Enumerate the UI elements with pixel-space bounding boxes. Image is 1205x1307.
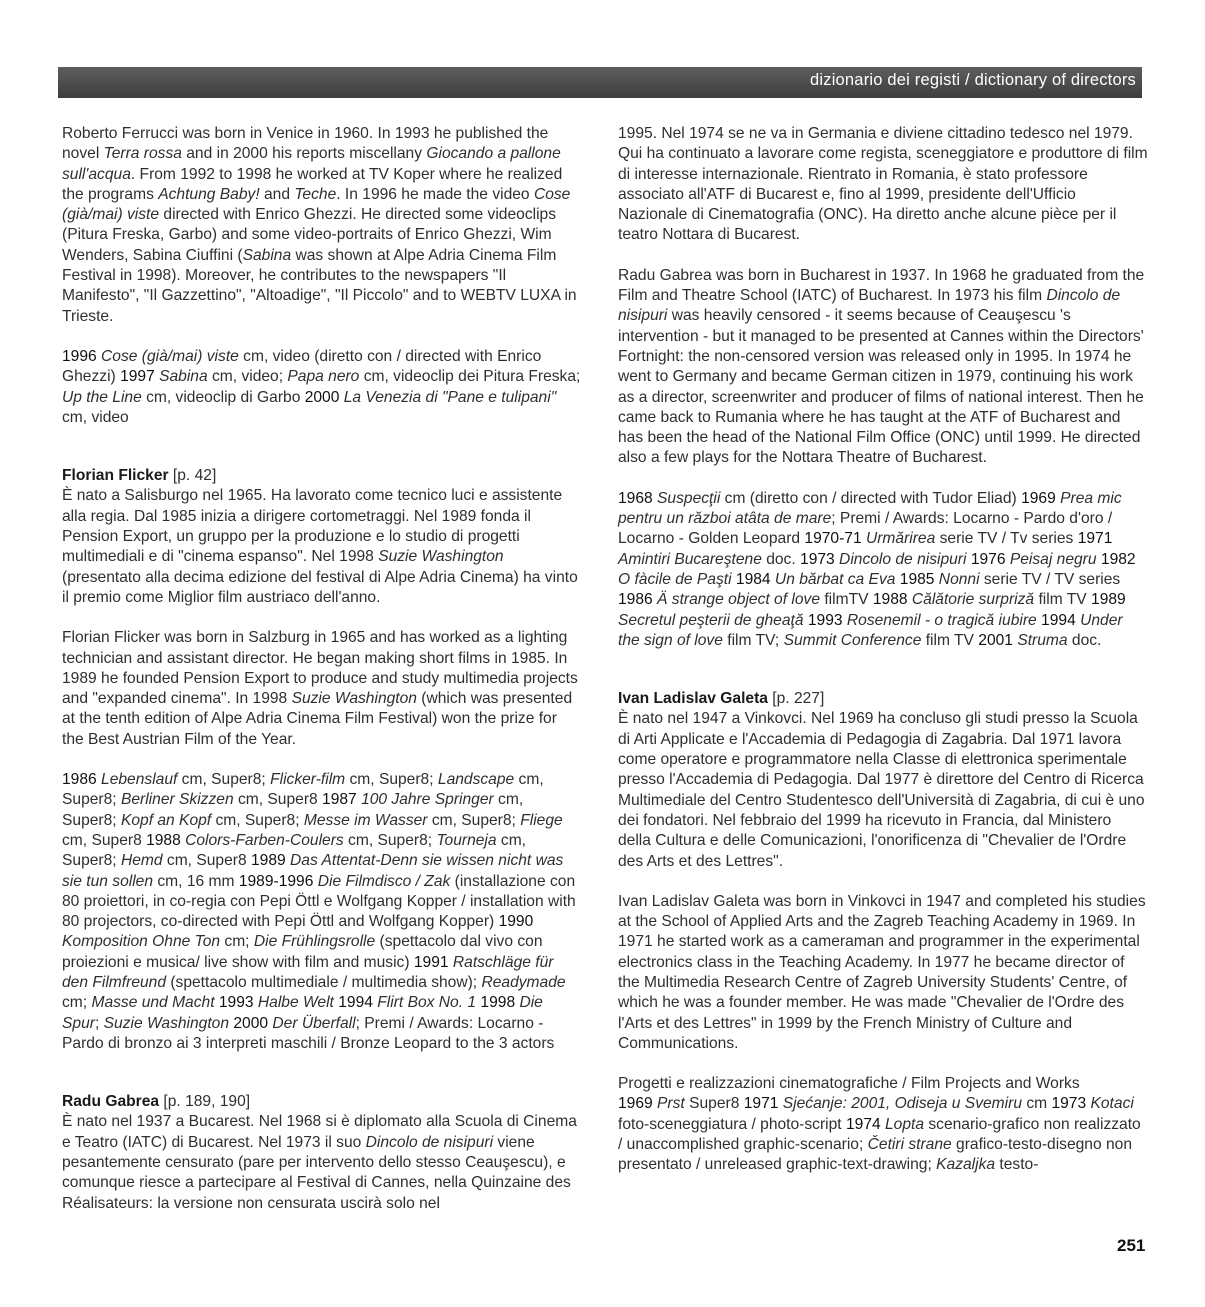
galeta-works [618, 1074, 1148, 1175]
film-year: 1990 [498, 913, 534, 931]
film-title: Lopta [880, 1115, 925, 1133]
film-details: cm, 16 mm [153, 872, 239, 890]
film-title: Flirt Box No. 1 [372, 994, 477, 1012]
film-details: doc. [1067, 631, 1102, 649]
film-title: Colors-Farben-Coulers [180, 831, 344, 849]
film-title: Struma [1012, 631, 1068, 649]
film-details: ; Premi / Awards: Locarno - Pardo di bronzo ai 3 interpreti maschili / Bronze Leopard to the 3 actors [62, 1014, 555, 1052]
film-title: Summit Conference [783, 631, 922, 649]
film-year: 1971 [743, 1095, 779, 1113]
director-name: Florian Flicker [62, 467, 169, 485]
flicker-bio-en: Florian Flicker was born in Salzburg in 1965 and has worked as a lighting technician and assistant director. He began making short films in 1985. In 1989 he founded Pension Export to produce and study multimedia projects and "expanded cinema". In 1998 Suzie Washington (which was presented at the tenth edition of Alpe Adria Cinema Film Festival) won the prize for the Best Austrian Film of the Year. [62, 629, 578, 748]
film-title: O fàcile de Paşti [618, 570, 732, 588]
film-details: cm, Super8; [62, 771, 544, 809]
film-details: cm, videoclip di Garbo [141, 388, 305, 406]
entry-florian-flicker [62, 466, 582, 1054]
film-details: grafico-testo-disegno non presentato / unreleased graphic-text-drawing; [618, 1136, 1133, 1174]
film-details: scenario-grafico non realizzato / unaccomplished graphic-scenario; [618, 1115, 1141, 1154]
gabrea-filmography [618, 489, 1148, 651]
ferrucci-filmography [62, 347, 582, 428]
director-name: Ivan Ladislav Galeta [618, 690, 768, 708]
film-year: 1986 [618, 591, 653, 609]
entry-heading [62, 466, 582, 486]
film-details: cm, video; [207, 368, 288, 386]
film-year: 1973 [800, 550, 835, 568]
film-details: cm, Super8; [343, 831, 437, 849]
ferrucci-bio-en: Roberto Ferrucci was born in Venice in 1960. In 1993 he published the novel Terra rossa and in 2000 his reports miscellany Giocando a pallone sull'acqua. From 1992 to 1998 he worked at TV Koper where he realized the programs Achtung Baby! and Teche. In 1996 he made the video Cose (già/mai) viste directed with Enrico Ghezzi. He directed some videoclips (Pitura Freska, Garbo) and some video-portraits of Enrico Ghezzi, Wim Wenders, Sabina Ciuffini (Sabina was shown at Alpe Adria Cinema Film Festival in 1998). Moreover, he contributes to the newspapers "Il Manifesto", "Il Gazzettino", "Altoadige", "Il Piccolo" and to WEBTV LUXA in Trieste. [62, 125, 577, 325]
galeta-bio-en: Ivan Ladislav Galeta was born in Vinkovci in 1947 and completed his studies at the School of Applied Arts and the Zagreb Teaching Academy in 1969. In 1971 he started work as a cameraman and programmer in the experimental electronics class in the Teaching Academy. In 1977 he became director of the Multimedia Research Centre of Zagreb University Students' Centre, of which he was a founder member. He was made "Chevalier de l'Ordre des l'Arts et des Lettres" in 1999 by the French Ministry of Culture and Communications. [618, 892, 1146, 1052]
film-details: film TV [921, 631, 979, 649]
film-year: 1987 [322, 791, 357, 809]
film-title: Fliege [520, 811, 563, 829]
section-header-bar [58, 67, 1142, 98]
film-title: Kopf an Kopf [120, 811, 212, 829]
page-reference: [p. 42] [168, 467, 217, 485]
film-title: Ratschläge für den Filmfreund [62, 953, 554, 991]
film-title: Cose (già/mai) viste [96, 347, 239, 365]
film-title: Halbe Welt [253, 994, 334, 1012]
film-title: Amintiri Bucareştene [618, 550, 762, 568]
film-title: Dincolo de nisipuri [834, 550, 967, 568]
film-year: 1989 [250, 852, 286, 870]
film-details: cm, video (diretto con / directed with Enrico Ghezzi) [62, 347, 542, 386]
film-details: (installazione con 80 proiettori, in co-regia con Pepi Öttl e Wolfgang Kopper / installation with 80 projectors, co-directed with Pepi Öttl and Wolfgang Kopper) [62, 872, 576, 931]
film-details: cm (diretto con / directed with Tudor Eliad) [720, 489, 1022, 507]
film-details: cm [1022, 1095, 1052, 1113]
film-year: 1996 [62, 347, 97, 365]
film-details: ; [94, 1014, 104, 1032]
film-details: cm, video [62, 408, 129, 426]
entry-radu-gabrea [62, 1092, 582, 1214]
film-year: 1985 [899, 570, 935, 588]
film-title: Un bărbat ca Eva [770, 570, 896, 588]
entry-heading [618, 689, 1148, 709]
film-year: 1988 [872, 591, 908, 609]
film-title: Kotaci [1086, 1095, 1134, 1113]
film-year: 1994 [338, 994, 373, 1012]
film-details: film TV; [722, 631, 784, 649]
film-year: 1982 [1100, 550, 1136, 568]
film-details: cm, Super8; [62, 831, 527, 870]
film-title: Suzie Washington [103, 1014, 230, 1032]
film-year: 1976 [970, 550, 1006, 568]
film-details: cm; [62, 994, 92, 1012]
film-title: Landscape [437, 771, 515, 789]
film-details: foto-sceneggiatura / photo-script [618, 1115, 846, 1133]
film-year: 1993 [218, 994, 254, 1012]
film-year: 1969 [1021, 489, 1056, 507]
film-details: serie TV / Tv series [935, 530, 1078, 548]
film-title: Prea mic pentru un război atâta de mare [618, 489, 1122, 528]
film-title: Sjećanje: 2001, Odiseja u Svemiru [778, 1095, 1022, 1113]
film-title: Messe im Wasser [303, 811, 428, 829]
gabrea-bio-it: È nato nel 1937 a Bucarest. Nel 1968 si è diplomato alla Scuola di Cinema e Teatro (IATC) di Bucarest. Nel 1973 il suo Dincolo de nisipuri viene pesantemente censurato (pare per intervento dello stesso Ceauşescu), e comunque riesce a partecipare al Festival di Cannes, nella Quinzaine des Réalisateurs: la versione non censurata uscirà solo nel [62, 1113, 577, 1212]
film-title: Četiri strane [867, 1136, 952, 1154]
film-year: 1998 [480, 994, 516, 1012]
film-year: 1971 [1077, 530, 1113, 548]
film-title: Prst [652, 1095, 685, 1113]
film-details: serie TV / TV series [979, 570, 1121, 588]
film-title: Die Frühlingsrolle [253, 933, 376, 951]
film-title: Under the sign of love [618, 611, 1123, 649]
film-details: cm, Super8 [62, 831, 147, 849]
film-title: 100 Jahre Springer [356, 791, 494, 809]
entry-ivan-ladislav-galeta [618, 689, 1148, 1176]
film-title: La Venezia di "Pane e tulipani" [339, 388, 557, 406]
film-year: 1989-1996 [238, 872, 314, 890]
entry-heading [62, 1092, 582, 1112]
film-year: 1997 [120, 368, 155, 386]
film-details: doc. [761, 550, 801, 568]
flicker-bio-it: È nato a Salisburgo nel 1965. Ha lavorato come tecnico luci e assistente alla regia. Dal 1985 inizia a dirigere cortometraggi. Nel 1989 fonda il Pension Export, un gruppo per la produzione e lo studio di progetti multimediali e di "cinema espanso". Nel 1998 Suzie Washington (presentato alla decima edizione del festival di Alpe Adria Cinema) ha vinto il premio come Miglior film austriaco dell'anno. [62, 487, 578, 606]
film-details: cm, Super8; [211, 811, 304, 829]
gabrea-bio-it-continued: 1995. Nel 1974 se ne va in Germania e diviene cittadino tedesco nel 1979. Qui ha continuato a lavorare come regista, sceneggiatore e produttore di film di interesse internazionale. Rientrato in Romania, è stato professore associato all'ATF di Bucarest e, fino al 1999, presidente dell'Ufficio Nazionale di Cinematografia (ONC). Ha diretto anche alcune pièce per il teatro Nottara di Bucarest. [618, 125, 1148, 244]
film-title: Der Überfall [268, 1014, 356, 1032]
film-year: 1968 [618, 489, 653, 507]
film-details: ; Premi / Awards: Locarno - Pardo d'oro / Locarno - Golden Leopard [618, 510, 1113, 548]
film-title: Das Attentat-Denn sie wissen nicht was sie tun sollen [62, 852, 564, 890]
film-year: 1969 [618, 1095, 653, 1113]
film-year: 2001 [978, 631, 1013, 649]
film-title: Suspecţii [652, 489, 721, 507]
page-number: 251 [1117, 1236, 1146, 1255]
film-title: Komposition Ohne Ton [62, 933, 221, 951]
film-details: testo- [995, 1156, 1039, 1174]
film-details: cm, Super8 [233, 791, 323, 809]
film-title: Sabina [154, 368, 208, 386]
film-details: (spettacolo dal vivo con proiezioni e musica/ live show with film and music) [62, 933, 543, 971]
film-year: 1974 [845, 1115, 881, 1133]
film-title: Flicker-film [270, 771, 346, 789]
film-details: cm; [220, 933, 254, 951]
galeta-bio-it: È nato nel 1947 a Vinkovci. Nel 1969 ha concluso gli studi presso la Scuola di Arti Applicate e l'Accademia di Pedagogia di Zagabria. Dal 1971 lavora come operatore e programmatore nella Classe di elettronica sperimentale presso l'Accademia di Pedagogia. Dal 1977 è direttore del Centro di Ricerca Multimediale del Centro Studentesco dell'Università di Zagabria, di cui è uno dei fondatori. Nel febbraio del 1999 ha ricevuto in Francia, dal Ministero della Cultura e delle Comunicazioni, l'onorificenza di "Chevalier de l'Ordre des Arts et des Lettres". [618, 710, 1145, 870]
film-year: 1993 [807, 611, 843, 629]
film-year: 2000 [233, 1014, 269, 1032]
film-title: Kazaljka [936, 1156, 996, 1174]
film-title: Lebenslauf [96, 771, 178, 789]
film-title: Peisaj negru [1005, 550, 1097, 568]
film-title: Nonni [934, 570, 980, 588]
page-reference: [p. 227] [767, 690, 825, 708]
film-title: Ä strange object of love [652, 591, 821, 609]
film-details: cm, Super8; [345, 771, 438, 789]
film-year: 1973 [1051, 1095, 1087, 1113]
film-title: Secretul peşterii de gheaţă [618, 611, 804, 629]
film-title: Die Spur [62, 994, 543, 1032]
film-title: Papa nero [287, 368, 360, 386]
film-year: 1986 [62, 771, 97, 789]
film-title: Urmărirea [861, 530, 936, 548]
film-year: 1994 [1041, 611, 1076, 629]
director-name: Radu Gabrea [62, 1093, 160, 1111]
works-title: Progetti e realizzazioni cinematografiche / Film Projects and Works [618, 1075, 1080, 1093]
film-details: cm, videoclip dei Pitura Freska; [359, 368, 581, 386]
film-title: Călătorie surpriză [907, 591, 1035, 609]
film-title: Hemd [120, 852, 163, 870]
film-year: 1984 [735, 570, 771, 588]
film-title: Rosenemil - o tragică iubire [842, 611, 1037, 629]
film-year: 1970-71 [804, 530, 862, 548]
film-title: Die Filmdisco / Zak [313, 872, 451, 890]
film-title: Berliner Skizzen [120, 791, 234, 809]
film-details: cm, Super8 [162, 852, 251, 870]
film-year: 1989 [1091, 591, 1126, 609]
right-column [618, 124, 1148, 1176]
film-title: Masse und Macht [91, 994, 215, 1012]
page-reference: [p. 189, 190] [159, 1093, 251, 1111]
film-year: 1991 [413, 953, 449, 971]
film-title: Up the Line [62, 388, 142, 406]
section-title: dizionario dei registi / dictionary of directors [810, 71, 1136, 89]
film-title: Tourneja [436, 831, 497, 849]
gabrea-bio-en: Radu Gabrea was born in Bucharest in 1937. In 1968 he graduated from the Film and Theatre School (IATC) of Bucharest. In 1973 his film Dincolo de nisipuri was heavily censored - it seems because of Ceauşescu 's intervention - but it managed to be presented at Cannes within the Directors' Fortnight: the non-censored version was released only in 1995. In 1974 he went to Germany and became German citizen in 1979, continuing his work as a director, screenwriter and producer of films of national interest. Then he came back to Rumania where he has taught at the ATF of Bucharest and has been the head of the National Film Office (ONC) until 1999. He directed also a few plays for the Nottara Theatre of Bucharest. [618, 266, 1145, 467]
galeta-filmography [618, 1095, 1141, 1173]
flicker-filmography [62, 770, 582, 1054]
film-year: 1988 [146, 831, 181, 849]
film-details: cm, Super8; [62, 791, 524, 829]
film-details: (spettacolo multimediale / multimedia show); [166, 973, 482, 991]
film-details: cm, Super8; [177, 771, 271, 789]
film-year: 2000 [304, 388, 340, 406]
film-title: Readymade [481, 973, 566, 991]
film-details: Super8 [684, 1095, 744, 1113]
left-column [62, 124, 582, 1234]
film-details: cm, Super8; [427, 811, 521, 829]
film-details: filmTV [820, 591, 873, 609]
film-details: film TV [1034, 591, 1092, 609]
